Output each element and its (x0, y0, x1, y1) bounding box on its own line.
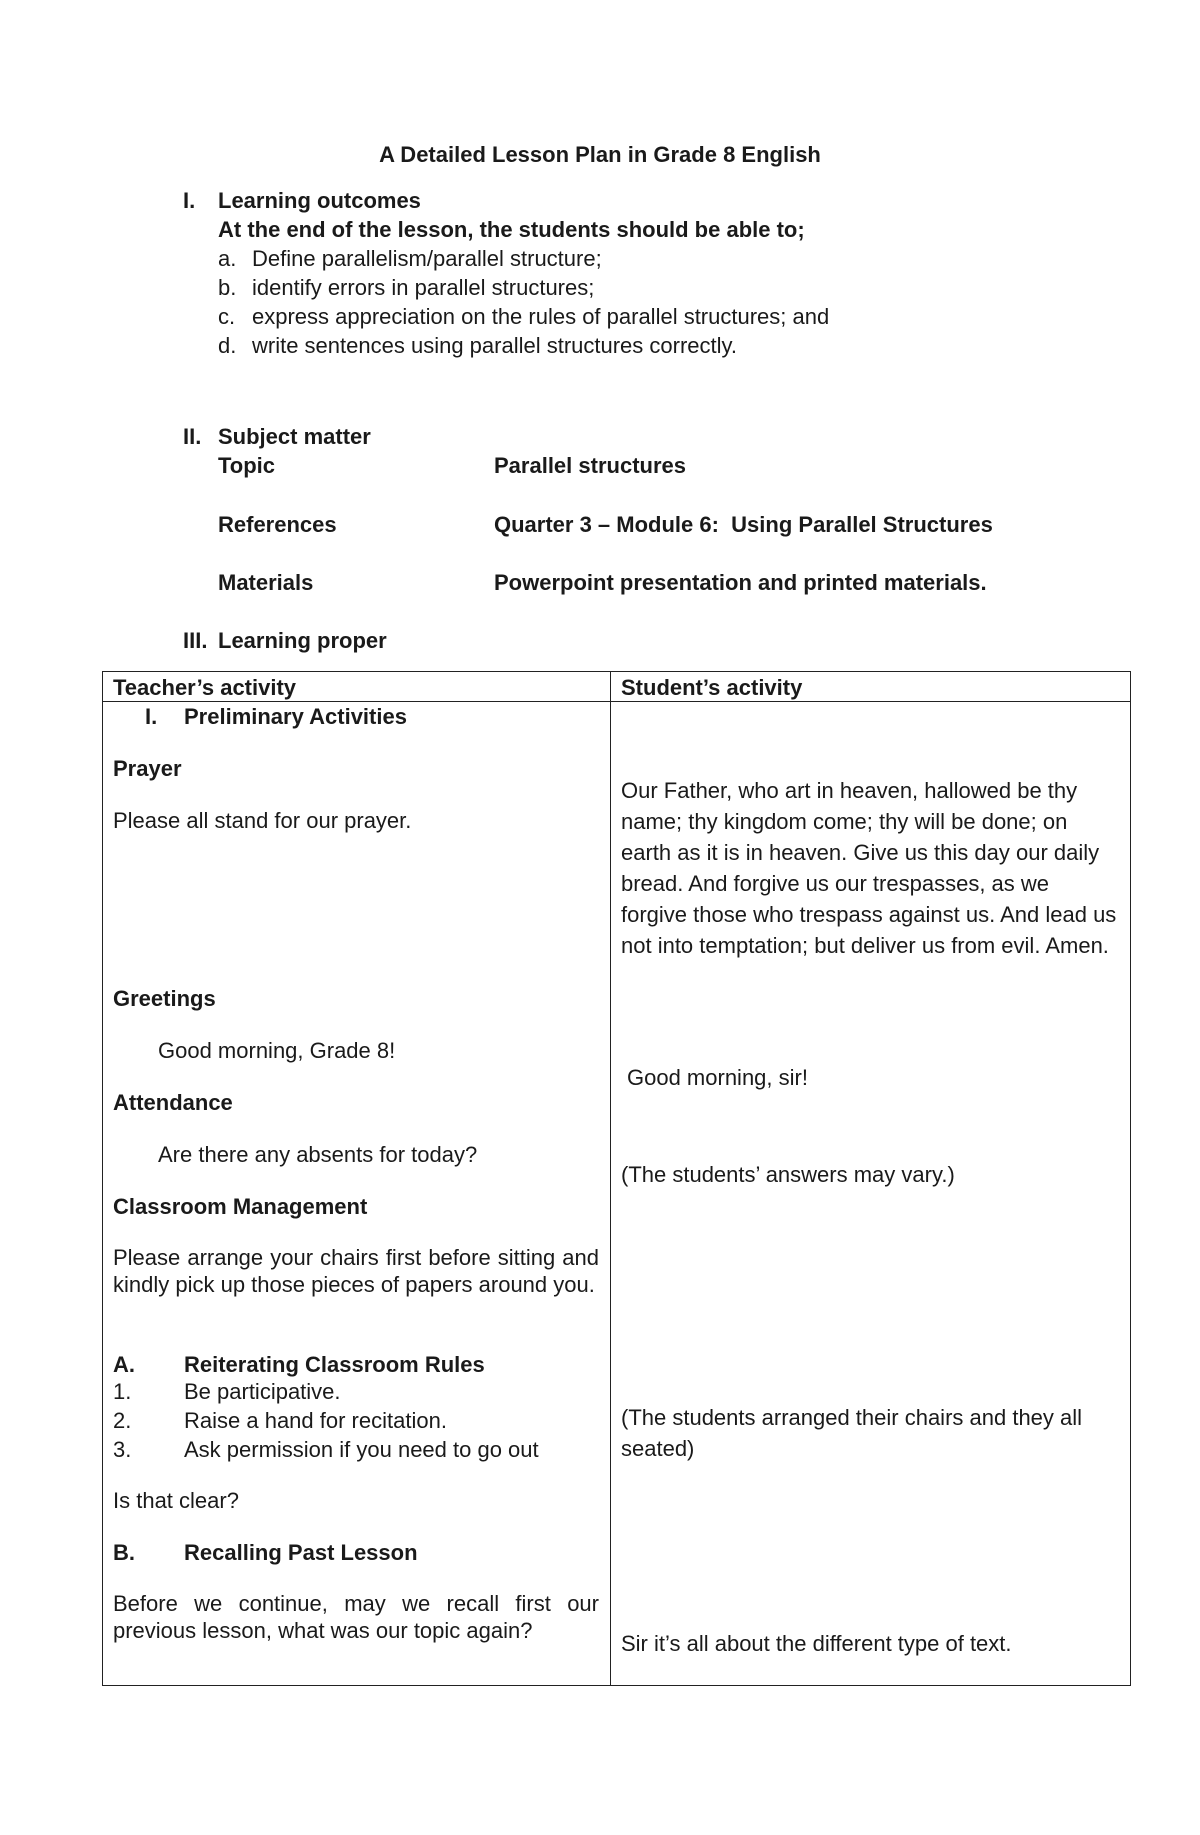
materials-label: Materials (218, 570, 314, 595)
rule-number-2: 2. (113, 1408, 132, 1433)
rules-heading: Reiterating Classroom Rules (184, 1352, 485, 1377)
outcome-item-d: write sentences using parallel structures correctly. (252, 333, 738, 358)
prelim-numeral: I. (145, 704, 158, 729)
prayer-text: Please all stand for our prayer. (113, 808, 412, 833)
arrange-response: (The students arranged their chairs and they all seated) (621, 1405, 1083, 1461)
outcome-letter-c: c. (218, 304, 236, 329)
column-divider (610, 672, 611, 1685)
prayer-response: Our Father, who art in heaven, hallowed be thy name; thy kingdom come; thy will be done; on earth as it is in heaven. Give us this day our daily bread. And forgive us our trespasses, as we forgive those who trespass against us. And lead us not into temptation; but deliver us from evil. Amen. (621, 778, 1117, 958)
management-heading: Classroom Management (113, 1194, 368, 1219)
management-text: Please arrange your chairs first before sitting and kindly pick up those pieces of papers around you. (113, 1245, 599, 1297)
topic-label: Topic (218, 453, 276, 478)
greetings-text: Good morning, Grade 8! (158, 1038, 396, 1063)
outcome-letter-d: d. (218, 333, 237, 358)
section-3-numeral: III. (183, 628, 208, 653)
materials-value: Powerpoint presentation and printed materials. (494, 570, 987, 595)
section-1-intro: At the end of the lesson, the students should be able to; (218, 217, 805, 242)
lesson-table (102, 671, 1131, 1686)
section-1-numeral: I. (183, 188, 196, 213)
rule-text-2: Raise a hand for recitation. (184, 1408, 447, 1433)
section-1-heading: Learning outcomes (218, 188, 421, 213)
prayer-heading: Prayer (113, 756, 182, 781)
page-title: A Detailed Lesson Plan in Grade 8 English (379, 142, 821, 167)
recall-heading: Recalling Past Lesson (184, 1540, 418, 1565)
attendance-heading: Attendance (113, 1090, 233, 1115)
outcome-item-a: Define parallelism/parallel structure; (252, 246, 602, 271)
section-2-heading: Subject matter (218, 424, 371, 449)
recall-text: Before we continue, may we recall first our previous lesson, what was our topic again? (113, 1591, 599, 1643)
rule-number-3: 3. (113, 1437, 132, 1462)
greeting-response: Good morning, sir! (627, 1065, 808, 1090)
clear-text: Is that clear? (113, 1488, 239, 1513)
section-3-heading: Learning proper (218, 628, 387, 653)
outcome-letter-a: a. (218, 246, 237, 271)
student-column-header: Student’s activity (621, 675, 803, 700)
section-2-numeral: II. (183, 424, 202, 449)
header-divider (103, 701, 1130, 702)
references-value: Quarter 3 – Module 6: Using Parallel Structures (494, 512, 993, 537)
rules-letter: A. (113, 1352, 135, 1377)
topic-value: Parallel structures (494, 453, 686, 478)
outcome-item-c: express appreciation on the rules of parallel structures; and (252, 304, 830, 329)
outcome-letter-b: b. (218, 275, 237, 300)
recall-response: Sir it’s all about the different type of text. (621, 1631, 1012, 1656)
recall-letter: B. (113, 1540, 135, 1565)
outcome-item-b: identify errors in parallel structures; (252, 275, 595, 300)
rule-number-1: 1. (113, 1379, 132, 1404)
greetings-heading: Greetings (113, 986, 216, 1011)
teacher-column-header: Teacher’s activity (113, 675, 297, 700)
prelim-heading: Preliminary Activities (184, 704, 407, 729)
rule-text-3: Ask permission if you need to go out (184, 1437, 539, 1462)
references-label: References (218, 512, 337, 537)
attendance-text: Are there any absents for today? (158, 1142, 478, 1167)
attendance-response: (The students’ answers may vary.) (621, 1162, 955, 1187)
rule-text-1: Be participative. (184, 1379, 341, 1404)
